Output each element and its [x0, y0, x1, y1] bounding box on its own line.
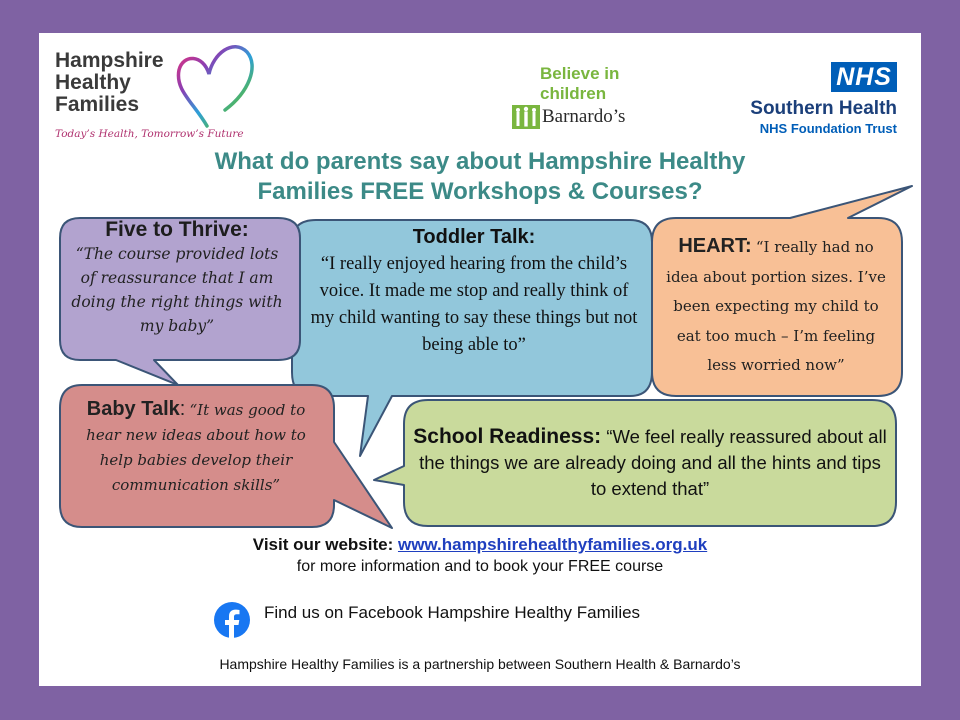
page-title-line-1: What do parents say about Hampshire Healthy	[214, 148, 746, 175]
more-info-text: for more information and to book your FREE course	[296, 558, 664, 575]
heart-text: “I really had no idea about portion sizes. I’ve been expecting my child to eat too much – I’m feeling less worried now”	[666, 238, 886, 374]
hhf-logo-tagline: Today’s Health, Tomorrow’s Future	[55, 128, 244, 140]
nhs-trust-name: NHS Foundation Trust	[759, 121, 897, 136]
baby-talk-heading: Baby Talk	[86, 398, 180, 420]
five-to-thrive-text: “The course provided lots of reassurance that I am doing the right things with my baby”	[71, 245, 283, 335]
nhs-org-name: Southern Health	[750, 98, 897, 119]
heart-quote	[662, 232, 890, 381]
barnardos-name: Barnardo’s	[542, 106, 626, 127]
hhf-logo-title: Hampshire Healthy Families	[55, 49, 164, 116]
school-readiness-heading: School Readiness:	[413, 425, 602, 448]
facebook-line[interactable]	[214, 602, 714, 638]
baby-talk-text: “It was good to hear new ideas about how to help babies develop their communication skills”	[86, 401, 306, 494]
facebook-text: Find us on Facebook Hampshire Healthy Families	[264, 603, 641, 622]
partnership-text: Hampshire Healthy Families is a partnership between Southern Health & Barnardo’s	[219, 656, 741, 672]
five-to-thrive-heading: Five to Thrive:	[105, 218, 249, 241]
five-to-thrive-quote	[66, 218, 288, 338]
heart-heading: HEART:	[678, 235, 752, 257]
baby-talk-quote	[70, 397, 322, 498]
school-readiness-quote	[412, 424, 888, 502]
nhs-badge: NHS	[831, 62, 897, 92]
school-readiness-text: “We feel really reassured about all the things we are already doing and all the hints and tips to extend that”	[419, 426, 887, 499]
visit-website-label: Visit our website:	[252, 535, 398, 554]
visit-website-line	[60, 535, 900, 555]
toddler-talk-text: “I really enjoyed hearing from the child’s voice. It made me stop and really think of my child wanting to say these things but not being able to”	[310, 254, 638, 355]
toddler-talk-heading: Toddler Talk:	[412, 226, 536, 248]
toddler-talk-quote	[306, 225, 642, 358]
barnardos-slogan: Believe in children	[540, 64, 620, 103]
website-link[interactable]: www.hampshirehealthyfamilies.org.uk	[397, 535, 708, 554]
page-title-line-2: Families FREE Workshops & Courses?	[257, 178, 703, 205]
baby-talk-colon: :	[179, 398, 186, 420]
facebook-icon[interactable]	[214, 602, 250, 638]
